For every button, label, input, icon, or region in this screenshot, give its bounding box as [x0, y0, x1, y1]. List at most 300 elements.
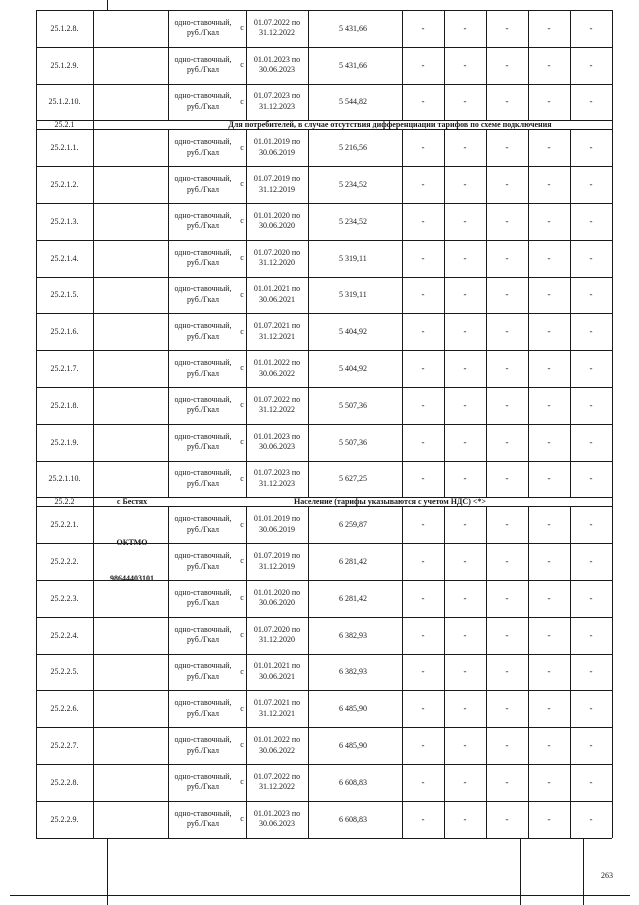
empty-value: -	[421, 436, 425, 447]
tariff-value: 5 319,11	[339, 253, 367, 263]
col-border	[486, 543, 487, 580]
col-border	[528, 424, 529, 461]
period-range: 01.01.2022 по 30.06.2022	[253, 735, 301, 755]
col-border	[444, 580, 445, 617]
empty-value: -	[421, 703, 425, 714]
col-border	[246, 506, 247, 543]
period-prefix: с	[240, 556, 244, 566]
col-border	[612, 617, 613, 654]
row-number: 25.2.2.8.	[50, 777, 79, 787]
col-border	[246, 580, 247, 617]
empty-value: -	[547, 556, 551, 567]
col-border	[93, 350, 94, 387]
col-border	[486, 506, 487, 543]
col-border	[444, 764, 445, 801]
col-border	[246, 277, 247, 314]
col-border	[246, 543, 247, 580]
col-border	[402, 129, 403, 166]
tariff-value: 6 485,90	[339, 741, 367, 751]
empty-value: -	[505, 703, 509, 714]
period-range: 01.01.2023 по 30.06.2023	[253, 431, 301, 452]
col-border	[308, 690, 309, 727]
empty-value: -	[421, 473, 425, 484]
col-border	[444, 166, 445, 203]
empty-value: -	[547, 666, 551, 677]
col-border	[444, 129, 445, 166]
empty-value: -	[547, 179, 551, 190]
col-border	[402, 84, 403, 121]
col-border	[570, 277, 571, 314]
empty-value: -	[421, 22, 425, 33]
col-border	[36, 764, 37, 801]
col-border	[528, 166, 529, 203]
empty-value: -	[589, 776, 593, 787]
empty-value: -	[547, 215, 551, 226]
tariff-value: 5 544,82	[339, 97, 367, 107]
col-border	[612, 543, 613, 580]
col-border	[308, 654, 309, 691]
empty-value: -	[547, 142, 551, 153]
period-range: 01.01.2021 по 30.06.2021	[253, 661, 301, 681]
tariff-unit: одно-ставочный, руб./Гкал	[174, 587, 232, 608]
period-prefix: с	[240, 363, 244, 373]
col-border	[168, 387, 169, 424]
empty-value: -	[421, 59, 425, 70]
section-number: 25.2.1	[54, 120, 75, 130]
tariff-value: 6 382,93	[339, 630, 367, 640]
col-border	[308, 84, 309, 121]
col-border	[168, 129, 169, 166]
col-border	[444, 424, 445, 461]
period-range: 01.01.2023 по 30.06.2023	[253, 54, 301, 75]
col-border	[444, 506, 445, 543]
col-border	[93, 580, 94, 617]
empty-value: -	[589, 215, 593, 226]
empty-value: -	[505, 142, 509, 153]
col-border	[308, 166, 309, 203]
col-border	[308, 506, 309, 543]
empty-value: -	[589, 22, 593, 33]
col-border	[570, 313, 571, 350]
col-border	[93, 313, 94, 350]
col-border	[168, 277, 169, 314]
col-border	[486, 461, 487, 498]
col-border	[612, 120, 613, 129]
tariff-value: 6 382,93	[339, 667, 367, 677]
empty-value: -	[547, 519, 551, 530]
empty-value: -	[589, 666, 593, 677]
col-border	[528, 580, 529, 617]
tariff-value: 6 259,87	[339, 520, 367, 530]
col-border	[308, 461, 309, 498]
col-border	[612, 424, 613, 461]
col-border	[36, 424, 37, 461]
empty-value: -	[505, 59, 509, 70]
empty-value: -	[421, 519, 425, 530]
col-border	[486, 387, 487, 424]
col-border	[528, 543, 529, 580]
empty-value: -	[463, 519, 467, 530]
row-number: 25.2.1.7.	[50, 364, 79, 374]
col-border	[612, 580, 613, 617]
empty-value: -	[589, 592, 593, 603]
col-border	[36, 313, 37, 350]
col-border	[486, 129, 487, 166]
col-border	[36, 129, 37, 166]
period-prefix: с	[240, 400, 244, 410]
col-border	[444, 203, 445, 240]
col-border	[570, 47, 571, 84]
col-border	[93, 617, 94, 654]
empty-value: -	[547, 813, 551, 824]
row-number: 25.2.2.1.	[50, 520, 79, 530]
tariff-unit: одно-ставочный, руб./Гкал	[174, 394, 232, 415]
empty-value: -	[589, 813, 593, 824]
col-border	[36, 387, 37, 424]
col-border	[308, 387, 309, 424]
col-border	[308, 313, 309, 350]
empty-value: -	[547, 96, 551, 107]
col-border	[93, 764, 94, 801]
col-border	[528, 129, 529, 166]
empty-value: -	[421, 96, 425, 107]
col-border	[444, 801, 445, 838]
col-border	[168, 764, 169, 801]
tariff-unit: одно-ставочный, руб./Гкал	[174, 358, 232, 378]
empty-value: -	[463, 703, 467, 714]
tariff-unit: одно-ставочный, руб./Гкал	[174, 624, 232, 645]
col-border	[93, 84, 94, 121]
tariff-unit: одно-ставочный, руб./Гкал	[174, 137, 232, 157]
col-border	[402, 240, 403, 277]
col-border	[570, 461, 571, 498]
tariff-unit: одно-ставочный, руб./Гкал	[174, 808, 232, 829]
col-border	[612, 461, 613, 498]
col-border	[246, 801, 247, 838]
empty-value: -	[421, 399, 425, 410]
col-border	[246, 10, 247, 47]
col-border	[36, 617, 37, 654]
col-border	[168, 690, 169, 727]
empty-value: -	[589, 363, 593, 374]
bottom-rule	[10, 895, 630, 896]
col-border	[402, 506, 403, 543]
col-border	[486, 10, 487, 47]
col-border	[168, 84, 169, 121]
col-border	[308, 47, 309, 84]
col-border	[246, 240, 247, 277]
col-border	[528, 617, 529, 654]
period-range: 01.01.2021 по 30.06.2021	[253, 284, 301, 304]
col-border	[528, 387, 529, 424]
row-number: 25.2.2.5.	[50, 667, 79, 677]
col-border	[93, 166, 94, 203]
col-border	[308, 129, 309, 166]
tariff-unit: одно-ставочный, руб./Гкал	[174, 735, 232, 755]
col-border	[168, 654, 169, 691]
period-prefix: с	[240, 593, 244, 603]
col-border	[444, 350, 445, 387]
col-border	[612, 277, 613, 314]
tariff-unit: одно-ставочный, руб./Гкал	[174, 91, 232, 111]
col-border	[36, 277, 37, 314]
empty-value: -	[505, 399, 509, 410]
col-border	[308, 240, 309, 277]
period-prefix: с	[240, 142, 244, 152]
col-border	[402, 313, 403, 350]
empty-value: -	[463, 813, 467, 824]
col-border	[486, 240, 487, 277]
col-border	[486, 350, 487, 387]
col-border	[93, 129, 94, 166]
empty-value: -	[463, 142, 467, 153]
empty-value: -	[505, 22, 509, 33]
col-border	[570, 654, 571, 691]
col-border	[93, 240, 94, 277]
col-border	[444, 277, 445, 314]
empty-value: -	[505, 436, 509, 447]
empty-value: -	[589, 326, 593, 337]
col-border	[528, 10, 529, 47]
col-border	[308, 350, 309, 387]
empty-value: -	[547, 22, 551, 33]
period-prefix: с	[240, 703, 244, 713]
tariff-value: 6 281,42	[339, 593, 367, 603]
period-prefix: с	[240, 436, 244, 446]
empty-value: -	[505, 179, 509, 190]
period-range: 01.07.2022 по 31.12.2022	[253, 771, 301, 792]
col-border	[444, 387, 445, 424]
col-border	[246, 617, 247, 654]
empty-value: -	[547, 703, 551, 714]
col-border	[36, 10, 37, 47]
tariff-unit: одно-ставочный, руб./Гкал	[174, 284, 232, 304]
row-number: 25.2.2.2.	[50, 557, 79, 567]
col-border	[528, 654, 529, 691]
col-border	[486, 313, 487, 350]
empty-value: -	[463, 179, 467, 190]
period-prefix: с	[240, 23, 244, 33]
col-border	[246, 424, 247, 461]
period-range: 01.01.2020 по 30.06.2020	[253, 587, 301, 608]
col-border	[308, 764, 309, 801]
tariff-value: 5 216,56	[339, 143, 367, 153]
col-border	[612, 84, 613, 121]
col-border	[528, 350, 529, 387]
period-range: 01.01.2022 по 30.06.2022	[253, 358, 301, 378]
empty-value: -	[589, 556, 593, 567]
tariff-value: 5 234,52	[339, 180, 367, 190]
col-border	[36, 690, 37, 727]
col-border	[308, 801, 309, 838]
col-border	[528, 84, 529, 121]
col-border	[308, 277, 309, 314]
col-border	[444, 690, 445, 727]
col-border	[444, 84, 445, 121]
empty-value: -	[505, 215, 509, 226]
col-border	[486, 203, 487, 240]
col-border	[246, 166, 247, 203]
col-border	[36, 350, 37, 387]
col-border	[486, 580, 487, 617]
settlement-name: с Бестях	[116, 497, 148, 506]
col-border	[246, 727, 247, 764]
empty-value: -	[421, 776, 425, 787]
empty-value: -	[589, 252, 593, 263]
empty-value: -	[421, 142, 425, 153]
col-border	[36, 47, 37, 84]
tariff-value: 5 234,52	[339, 216, 367, 226]
col-border	[93, 203, 94, 240]
empty-value: -	[589, 473, 593, 484]
col-border	[93, 47, 94, 84]
col-border	[444, 313, 445, 350]
tariff-unit: одно-ставочный, руб./Гкал	[174, 551, 232, 571]
empty-value: -	[505, 556, 509, 567]
col-border	[36, 543, 37, 580]
col-border	[246, 690, 247, 727]
oktmo-label: ОКТМО	[116, 538, 148, 547]
section-heading: Для потребителей, в случае отсутствия дифференциации тарифов по схеме подключения	[228, 120, 552, 130]
tariff-value: 5 507,36	[339, 400, 367, 410]
col-border	[402, 690, 403, 727]
period-range: 01.07.2020 по 31.12.2020	[253, 247, 301, 268]
empty-value: -	[547, 59, 551, 70]
col-border	[444, 10, 445, 47]
row-number: 25.2.1.6.	[50, 327, 79, 337]
col-border	[402, 543, 403, 580]
empty-value: -	[547, 473, 551, 484]
col-border	[402, 580, 403, 617]
empty-value: -	[547, 363, 551, 374]
period-range: 01.07.2021 по 31.12.2021	[253, 321, 301, 341]
col-border	[612, 801, 613, 838]
period-prefix: с	[240, 519, 244, 529]
row-number: 25.2.1.8.	[50, 400, 79, 410]
tariff-unit: одно-ставочный, руб./Гкал	[174, 54, 232, 75]
col-border	[528, 727, 529, 764]
tariff-unit: одно-ставочный, руб./Гкал	[174, 174, 232, 194]
empty-value: -	[505, 629, 509, 640]
col-border	[528, 277, 529, 314]
empty-value: -	[589, 740, 593, 751]
tariff-value: 6 281,42	[339, 557, 367, 567]
empty-value: -	[589, 629, 593, 640]
page-number: 263	[601, 871, 613, 880]
row-number: 25.2.1.5.	[50, 290, 79, 300]
row-number: 25.2.2.7.	[50, 741, 79, 751]
col-border	[444, 47, 445, 84]
period-range: 01.07.2021 по 31.12.2021	[253, 698, 301, 718]
period-prefix: с	[240, 59, 244, 69]
empty-value: -	[463, 740, 467, 751]
col-border	[36, 801, 37, 838]
col-border	[444, 617, 445, 654]
empty-value: -	[421, 252, 425, 263]
col-border	[612, 129, 613, 166]
col-border	[93, 727, 94, 764]
col-border	[36, 240, 37, 277]
col-border	[612, 240, 613, 277]
col-border	[528, 203, 529, 240]
col-border	[444, 240, 445, 277]
tariff-unit: одно-ставочный, руб./Гкал	[174, 661, 232, 681]
col-border	[36, 497, 37, 506]
empty-value: -	[463, 252, 467, 263]
period-range: 01.01.2019 по 30.06.2019	[253, 514, 301, 534]
empty-value: -	[547, 252, 551, 263]
period-prefix: с	[240, 252, 244, 262]
col-border	[612, 506, 613, 543]
period-prefix: с	[240, 96, 244, 106]
col-border	[308, 617, 309, 654]
empty-value: -	[505, 813, 509, 824]
section-number: 25.2.2	[54, 497, 75, 507]
col-border	[402, 424, 403, 461]
col-border	[246, 84, 247, 121]
empty-value: -	[505, 96, 509, 107]
col-border	[612, 764, 613, 801]
col-border	[36, 120, 37, 129]
empty-value: -	[463, 22, 467, 33]
empty-value: -	[547, 436, 551, 447]
row-number: 25.2.2.3.	[50, 593, 79, 603]
col-border	[402, 617, 403, 654]
col-border	[93, 424, 94, 461]
empty-value: -	[505, 289, 509, 300]
col-border	[246, 203, 247, 240]
period-range: 01.07.2019 по 31.12.2019	[253, 551, 301, 571]
col-border	[93, 690, 94, 727]
empty-value: -	[463, 399, 467, 410]
empty-value: -	[505, 592, 509, 603]
col-border	[486, 617, 487, 654]
row-number: 25.2.1.1.	[50, 143, 79, 153]
col-border	[246, 461, 247, 498]
col-border	[246, 47, 247, 84]
empty-value: -	[547, 399, 551, 410]
empty-value: -	[589, 59, 593, 70]
col-border	[308, 424, 309, 461]
col-border	[528, 461, 529, 498]
col-border	[570, 424, 571, 461]
empty-value: -	[589, 436, 593, 447]
col-border	[36, 654, 37, 691]
empty-value: -	[505, 740, 509, 751]
empty-value: -	[547, 326, 551, 337]
col-border	[36, 580, 37, 617]
period-range: 01.01.2020 по 30.06.2020	[253, 210, 301, 231]
tariff-value: 5 507,36	[339, 437, 367, 447]
col-border	[168, 350, 169, 387]
tariff-value: 5 404,92	[339, 327, 367, 337]
row-number: 25.1.2.10.	[48, 97, 81, 107]
col-border	[402, 47, 403, 84]
period-prefix: с	[240, 326, 244, 336]
col-border	[612, 47, 613, 84]
col-border	[402, 387, 403, 424]
tariff-value: 6 608,83	[339, 777, 367, 787]
col-border	[444, 461, 445, 498]
col-border	[93, 10, 94, 47]
col-border	[168, 203, 169, 240]
col-border	[168, 727, 169, 764]
col-border	[308, 543, 309, 580]
period-prefix: с	[240, 777, 244, 787]
col-border	[168, 424, 169, 461]
section-heading: Население (тарифы указываются с учетом НДС) <*>	[294, 497, 486, 507]
col-border	[246, 654, 247, 691]
